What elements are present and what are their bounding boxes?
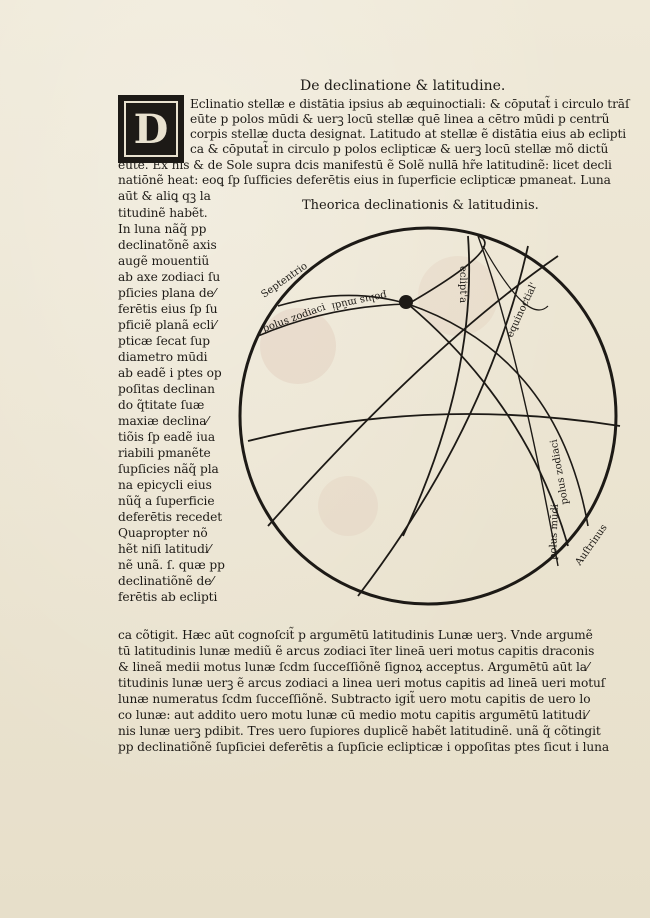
column-line: do q̃titate ſuæ xyxy=(118,398,205,412)
column-line: In luna nãq̃ pp xyxy=(118,222,207,236)
label-ecliptica: eclipt'a xyxy=(457,266,468,304)
horizontal-arc xyxy=(248,414,620,441)
column-line: deferētis recedet xyxy=(118,510,222,524)
text-line: co lunæ: aut addito uero motu lunæ cū medio motu capitis argumētū latitudi⁄ xyxy=(118,708,588,722)
text-line: eūte p polos mūdi & uerꝫ locū stellæ quē linea a cētro mūdi p centrũ xyxy=(190,112,610,126)
label-polus-zodiaci-bottom: polus zodiaci xyxy=(548,438,571,506)
label-polus-mundi-bottom: polus mūdi xyxy=(548,503,561,561)
column-line: ab eadẽ i ptes op xyxy=(118,366,222,380)
decorated-initial xyxy=(118,95,184,163)
column-line: ſupſicies nãq̃ pla xyxy=(118,462,219,476)
declination-diagram xyxy=(228,226,628,616)
earth-dot xyxy=(399,295,413,309)
column-line: pticæ ſecat ſup xyxy=(118,334,211,348)
column-line: na epicycli eius xyxy=(118,478,212,492)
text-line: eūte. Ex his & de Sole supra dcis manifestū ẽ Solẽ nullā hr̃e latitudinẽ: licet decli xyxy=(118,158,612,172)
text-line: lunæ numeratus ſcdm ſucceſſiõnẽ. Subtracto igit̃ uero motu capitis de uero lo xyxy=(118,692,591,706)
text-line: titudinis lunæ uerꝫ ẽ arcus zodiaci a linea ueri motus capitis ad lineā ueri motuſ xyxy=(118,676,606,690)
column-line: Quapropter nõ xyxy=(118,526,208,540)
text-line: & lineã medii motus lunæ ſcdm ſucceſſiõnẽ ſignoꝝ acceptus. Argumētū aūt la⁄ xyxy=(118,660,589,674)
column-line: nũq̃ a ſuperficie xyxy=(118,494,215,508)
column-line: maxiæ declina⁄ xyxy=(118,414,209,428)
text-line: ca cõtigit. Hæc aūt cognoſcit̃ p argumētū latitudinis Lunæ uerꝫ. Vnde argumẽ xyxy=(118,628,593,642)
initial-letter: D xyxy=(124,101,178,157)
label-polus-mundi-top: polus mūdi xyxy=(330,289,388,312)
label-septentrio: Septentrio xyxy=(259,260,310,301)
label-equinoctialis: equinoctial' xyxy=(504,281,540,340)
column-line: ferētis ab eclipti xyxy=(118,590,218,604)
page-heading: De declinatione & latitudine. xyxy=(300,78,506,94)
text-line: pp declinatiõnẽ ſupſiciei deferētis a ſupſicie eclipticæ i oppoſitas ptes ſicut i luna xyxy=(118,740,610,754)
column-line: nẽ unã. ſ. quæ pp xyxy=(118,558,225,572)
label-polus-zodiaci-top: polus zodiaci xyxy=(261,301,328,335)
text-line: nis lunæ uerꝫ pdibit. Tres uero ſupiores duplicẽ habẽt latitudinẽ. unã q̃ cõtingit xyxy=(118,724,601,738)
column-line: augẽ mouentiũ xyxy=(118,254,210,268)
column-line: pficiẽ planã ecli⁄ xyxy=(118,318,217,332)
column-line: titudinẽ habẽt. xyxy=(118,206,208,220)
column-line: declinatõnẽ axis xyxy=(118,238,217,252)
diagram-title: Theorica declinationis & latitudinis. xyxy=(302,198,539,213)
text-line: ca & cōputat̃ in circulo p polos eclipticæ & uerꝫ locū stellæ mõ dictũ xyxy=(190,142,609,156)
column-line: riabili pmanẽte xyxy=(118,446,211,460)
text-line: aūt & aliꝗ qꝫ la xyxy=(118,189,211,203)
column-line: ferētis eius ſp ſu xyxy=(118,302,218,316)
text-line: natiōnẽ heat: eoꝗ ſp ſuſficies deferētis eius in ſuperficie eclipticæ pmaneat. Luna xyxy=(118,173,611,187)
text-line: Eclinatio stellæ e distātia ipsius ab æquinoctiali: & cōputat̃ i circulo trāſ xyxy=(190,97,630,111)
column-line: diametro mūdi xyxy=(118,350,208,364)
column-line: ab axe zodiaci ſu xyxy=(118,270,221,284)
column-line: pſicies plana de⁄ xyxy=(118,286,216,300)
label-auster: Auſtrinus xyxy=(573,522,610,568)
text-line: corpis stellæ ducta designat. Latitudo at stellæ ẽ distātia eius ab eclipti xyxy=(190,127,627,141)
text-line: tū latitudinis lunæ mediũ ẽ arcus zodiaci īter lineā ueri motus capitis draconis xyxy=(118,644,595,658)
column-line: hẽt niſi latitudi⁄ xyxy=(118,542,211,556)
column-line: tiõis ſp eadẽ iua xyxy=(118,430,216,444)
column-line: declinatiõnẽ de⁄ xyxy=(118,574,214,588)
column-line: poſitas declinan xyxy=(118,382,215,396)
